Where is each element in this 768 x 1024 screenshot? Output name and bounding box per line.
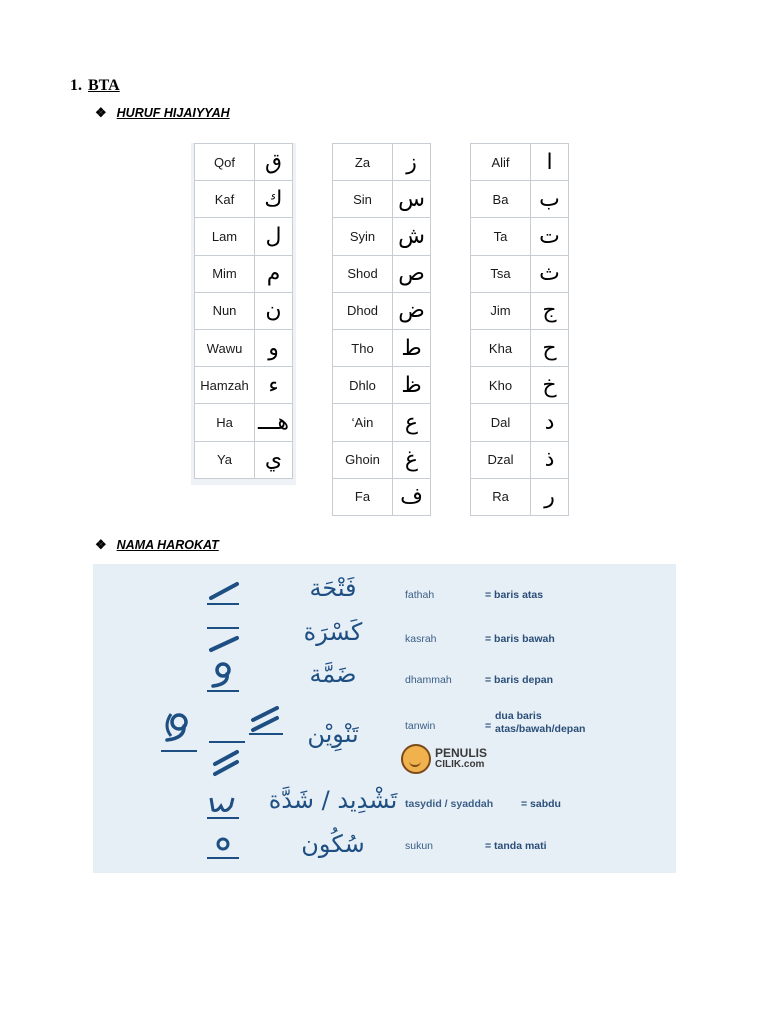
heading-number: 1.: [70, 77, 82, 94]
table-row: [195, 441, 293, 478]
table-row: [333, 367, 431, 404]
harokat-meaning: = baris depan: [485, 674, 553, 686]
tanwin-marks-icon: [157, 706, 287, 778]
table-row: [471, 181, 569, 218]
arabic-letter: ح: [531, 329, 569, 366]
harokat-meaning: = baris bawah: [485, 633, 555, 645]
table-row: [195, 144, 293, 181]
arabic-letter: ج: [531, 292, 569, 329]
harokat-arabic-name: فَتْحَة: [309, 574, 357, 602]
letter-name: Ya: [195, 441, 255, 478]
arabic-letter: ض: [393, 292, 431, 329]
table-row: [333, 218, 431, 255]
logo-line-2: CILIK.com: [435, 759, 485, 770]
table-row: [333, 329, 431, 366]
subheading-nama-harokat: [95, 537, 219, 553]
letter-name: Qof: [195, 144, 255, 181]
subheading-huruf-hijaiyyah: [95, 105, 230, 121]
table-row: [333, 404, 431, 441]
arabic-letter: ذ: [531, 441, 569, 478]
letter-name: Tsa: [471, 255, 531, 292]
fathah-mark-icon: [203, 576, 243, 606]
arabic-letter: خ: [531, 367, 569, 404]
harokat-latin-name: dhammah: [405, 674, 452, 686]
arabic-letter: ا: [531, 144, 569, 181]
table-row: [471, 441, 569, 478]
arabic-letter: ف: [393, 478, 431, 515]
harokat-meaning: = baris atas: [485, 589, 544, 601]
table-row: [471, 292, 569, 329]
sukun-mark-icon: [203, 832, 243, 866]
letter-name: Dhlo: [333, 367, 393, 404]
harokat-meaning: =: [485, 720, 492, 732]
letter-name: Lam: [195, 218, 255, 255]
letter-name: Wawu: [195, 329, 255, 366]
arabic-letter: ق: [255, 144, 293, 181]
table-row: [195, 367, 293, 404]
logo-line-1: PENULIS: [435, 746, 488, 760]
harokat-latin-name: sukun: [405, 840, 434, 852]
smiley-face-icon: [401, 744, 431, 774]
arabic-letter: ت: [531, 218, 569, 255]
table-row: [195, 181, 293, 218]
penulis-cilik-logo: [401, 744, 487, 774]
letter-name: Jim: [471, 292, 531, 329]
harokat-meaning-extra: dua baris atas/bawah/depan: [495, 710, 586, 735]
section-heading: [70, 77, 120, 95]
subheading-text: NAMA HAROKAT: [116, 538, 219, 552]
table-row: [195, 218, 293, 255]
arabic-letter: م: [255, 255, 293, 292]
table-row: [471, 255, 569, 292]
letter-name: Tho: [333, 329, 393, 366]
letter-name: Fa: [333, 478, 393, 515]
harokat-arabic-name: سُكُون: [301, 830, 365, 858]
table-row: [333, 144, 431, 181]
table-row: [471, 144, 569, 181]
letter-name: ‘Ain: [333, 404, 393, 441]
hijaiyyah-table-1: [191, 143, 296, 485]
letter-name: Nun: [195, 292, 255, 329]
arabic-letter: هـــ: [255, 404, 293, 441]
kasrah-mark-icon: [203, 622, 243, 656]
table-row: [195, 292, 293, 329]
table-row: [333, 255, 431, 292]
letter-name: Ta: [471, 218, 531, 255]
bullet-icon: ❖: [95, 537, 107, 552]
arabic-letter: ث: [531, 255, 569, 292]
arabic-letter: ر: [531, 478, 569, 515]
harokat-row-tasydid: [93, 784, 676, 828]
harokat-arabic-name: ضَمَّة: [309, 660, 357, 688]
letter-name: Ba: [471, 181, 531, 218]
letter-name: Kha: [471, 329, 531, 366]
hijaiyyah-table-3: [470, 143, 569, 516]
harokat-chart-image: [93, 564, 676, 873]
harokat-row-dhammah: [93, 656, 676, 702]
harokat-row-sukun: [93, 828, 676, 872]
harokat-latin-name: kasrah: [405, 633, 437, 645]
harokat-row-kasrah: [93, 616, 676, 660]
arabic-letter: ل: [255, 218, 293, 255]
arabic-letter: ء: [255, 367, 293, 404]
arabic-letter: ز: [393, 144, 431, 181]
table-row: [333, 441, 431, 478]
harokat-arabic-name: كَسْرَة: [303, 618, 363, 646]
arabic-letter: ي: [255, 441, 293, 478]
letter-name: Shod: [333, 255, 393, 292]
letter-name: Mim: [195, 255, 255, 292]
letter-name: Alif: [471, 144, 531, 181]
harokat-arabic-name: تَنْوِيْن: [307, 720, 359, 748]
letter-name: Dal: [471, 404, 531, 441]
table-row: [333, 292, 431, 329]
letter-name: Ghoin: [333, 441, 393, 478]
letter-name: Dhod: [333, 292, 393, 329]
harokat-meaning: = tanda mati: [485, 840, 547, 852]
table-row: [471, 367, 569, 404]
arabic-letter: ش: [393, 218, 431, 255]
arabic-letter: ظ: [393, 367, 431, 404]
table-row: [333, 181, 431, 218]
subheading-text: HURUF HIJAIYYAH: [116, 106, 230, 120]
table-row: [195, 329, 293, 366]
letter-name: Syin: [333, 218, 393, 255]
arabic-letter: ك: [255, 181, 293, 218]
letter-name: Za: [333, 144, 393, 181]
table-row: [471, 218, 569, 255]
table-row: [195, 404, 293, 441]
letter-name: Kho: [471, 367, 531, 404]
arabic-letter: غ: [393, 441, 431, 478]
letter-name: Ha: [195, 404, 255, 441]
arabic-letter: ن: [255, 292, 293, 329]
harokat-row-tanwin: [93, 702, 676, 782]
tasydid-mark-icon: [203, 790, 243, 824]
table-row: [471, 478, 569, 515]
letter-name: Kaf: [195, 181, 255, 218]
table-row: [333, 478, 431, 515]
dhammah-mark-icon: [203, 658, 243, 694]
arabic-letter: و: [255, 329, 293, 366]
letter-name: Dzal: [471, 441, 531, 478]
harokat-meaning: = sabdu: [521, 798, 561, 810]
arabic-letter: د: [531, 404, 569, 441]
harokat-row-fathah: [93, 572, 676, 616]
letter-name: Hamzah: [195, 367, 255, 404]
letter-name: Sin: [333, 181, 393, 218]
table-row: [471, 404, 569, 441]
harokat-latin-name: fathah: [405, 589, 435, 601]
harokat-arabic-name: تَشْدِيد / شَدَّة: [268, 786, 398, 814]
arabic-letter: س: [393, 181, 431, 218]
heading-title: BTA: [88, 77, 120, 94]
table-row: [471, 329, 569, 366]
table-row: [195, 255, 293, 292]
letter-name: Ra: [471, 478, 531, 515]
hijaiyyah-table-2: [332, 143, 431, 516]
bullet-icon: ❖: [95, 105, 107, 120]
arabic-letter: ط: [393, 329, 431, 366]
arabic-letter: ع: [393, 404, 431, 441]
arabic-letter: ب: [531, 181, 569, 218]
harokat-latin-name: tanwin: [405, 720, 436, 732]
arabic-letter: ص: [393, 255, 431, 292]
harokat-latin-name: tasydid / syaddah: [405, 798, 494, 810]
